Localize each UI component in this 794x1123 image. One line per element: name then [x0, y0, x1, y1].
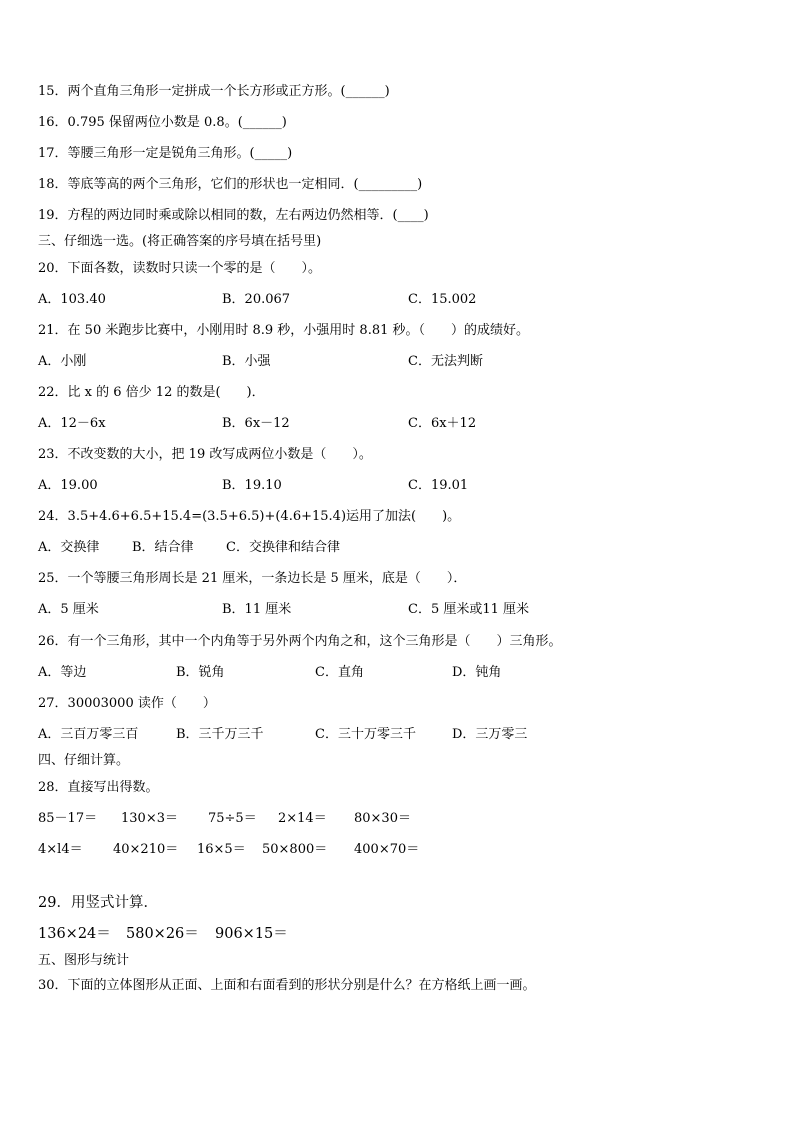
section-4-heading: 四、仔细计算。 [38, 753, 130, 768]
q24-option-c: C．交换律和结合律 [226, 540, 340, 555]
section-3-heading: 三、仔细选一选。(将正确答案的序号填在括号里) [38, 234, 322, 249]
q26-option-a: A．等边 [38, 665, 87, 680]
question-19: 19．方程的两边同时乘或除以相同的数，左右两边仍然相等．(____) [38, 208, 429, 223]
q24-option-b: B．结合律 [132, 540, 194, 555]
q20-option-a: A．103.40 [38, 292, 106, 307]
section-5-heading: 五、图形与统计 [38, 953, 130, 968]
question-16: 16．0.795 保留两位小数是 0.8。(______) [38, 115, 287, 130]
q24-option-a: A．交换律 [38, 540, 100, 555]
q20-option-c: C．15.002 [408, 292, 477, 307]
q23-option-a: A．19.00 [38, 478, 98, 493]
q27-option-c: C．三十万零三千 [315, 727, 416, 742]
q25-option-b: B．11 厘米 [222, 602, 292, 617]
q22-option-c: C．6x＋12 [408, 416, 477, 431]
calc-item: 16×5＝ [197, 842, 246, 857]
q21-option-c: C．无法判断 [408, 354, 483, 369]
question-29: 29．用竖式计算． [38, 895, 158, 911]
calc-item: 80×30＝ [354, 811, 411, 826]
q26-option-b: B．锐角 [176, 665, 225, 680]
q22-option-a: A．12－6x [38, 416, 106, 431]
calc-item: 75÷5＝ [208, 811, 257, 826]
q20-option-b: B．20.067 [222, 292, 291, 307]
question-22: 22．比 x 的 6 倍少 12 的数是( )． [38, 385, 265, 400]
calc-item: 40×210＝ [113, 842, 179, 857]
q23-option-c: C．19.01 [408, 478, 469, 493]
q25-option-a: A．5 厘米 [38, 602, 99, 617]
q22-option-b: B．6x－12 [222, 416, 290, 431]
question-28: 28．直接写出得数。 [38, 780, 159, 795]
question-15: 15．两个直角三角形一定拼成一个长方形或正方形。(______) [38, 84, 390, 99]
q27-option-a: A．三百万零三百 [38, 727, 139, 742]
calc-item: 4×l4＝ [38, 842, 83, 857]
calc-item: 50×800＝ [262, 842, 328, 857]
question-23: 23．不改变数的大小，把 19 改写成两位小数是（ ）。 [38, 447, 372, 462]
calc-item: 906×15＝ [215, 926, 288, 942]
question-25: 25．一个等腰三角形周长是 21 厘米，一条边长是 5 厘米，底是（ ）． [38, 571, 467, 586]
question-24: 24．3.5+4.6+6.5+15.4=(3.5+6.5)+(4.6+15.4)运用了加法( )。 [38, 509, 461, 524]
q27-option-b: B．三千万三千 [176, 727, 264, 742]
q21-option-a: A．小刚 [38, 354, 87, 369]
q23-option-b: B．19.10 [222, 478, 282, 493]
question-27: 27．30003000 读作（ ） [38, 696, 216, 711]
q27-option-d: D．三万零三 [452, 727, 528, 742]
question-21: 21．在 50 米跑步比赛中，小刚用时 8.9 秒，小强用时 8.81 秒。（ ）的成绩好。 [38, 323, 529, 338]
q26-option-d: D．钝角 [452, 665, 502, 680]
q25-option-c: C．5 厘米或11 厘米 [408, 602, 530, 617]
question-20: 20．下面各数，读数时只读一个零的是（ ）。 [38, 261, 322, 276]
question-18: 18．等底等高的两个三角形，它们的形状也一定相同．(_________) [38, 177, 423, 192]
question-17: 17．等腰三角形一定是锐角三角形。(_____) [38, 146, 293, 161]
q26-option-c: C．直角 [315, 665, 364, 680]
calc-item: 130×3＝ [121, 811, 178, 826]
calc-item: 85－17＝ [38, 811, 98, 826]
calc-item: 580×26＝ [126, 926, 199, 942]
question-30: 30．下面的立体图形从正面、上面和右面看到的形状分别是什么？在方格纸上画一画。 [38, 978, 536, 993]
calc-item: 2×14＝ [278, 811, 327, 826]
question-26: 26．有一个三角形，其中一个内角等于另外两个内角之和，这个三角形是（ ）三角形。 [38, 634, 562, 649]
q21-option-b: B．小强 [222, 354, 271, 369]
calc-item: 400×70＝ [354, 842, 420, 857]
calc-item: 136×24＝ [38, 926, 111, 942]
